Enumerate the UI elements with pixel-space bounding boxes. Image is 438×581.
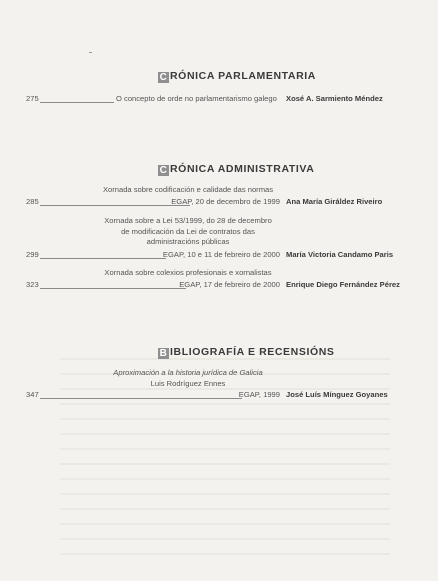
entry-note: EGAP, 10 e 11 de febreiro de 2000: [162, 250, 280, 259]
book-title: Aproximación a la historia jurídica de Galicia: [113, 368, 263, 377]
entry-note: EGAP, 20 de decembro de 1999: [171, 197, 280, 206]
entry-title-line: administracións públicas: [146, 237, 230, 246]
heading-text: RÓNICA PARLAMENTARIA: [170, 70, 316, 82]
entry-title-line: Xornada sobre a Lei 53/1999, do 28 de decembro: [104, 216, 272, 225]
heading-text: RÓNICA ADMINISTRATIVA: [170, 163, 315, 175]
entry-title-line: Xornada sobre codificación e calidade das normas: [102, 185, 274, 194]
entry-author: Ana María Giráldez Riveiro: [286, 197, 383, 206]
heading-initial-box: C: [159, 72, 168, 83]
toc-entry: [26, 185, 416, 209]
entry-title-line: de modificación da Lei de contratos das: [121, 226, 255, 236]
section-heading-bibliografia: [158, 346, 335, 359]
leader-rule: [40, 205, 190, 206]
entry-title-line: Xornada sobre colexios profesionais e xornalistas: [104, 268, 272, 277]
entry-note: EGAP, 17 de febreiro de 2000: [179, 280, 280, 289]
section-heading-cronica-administrativa: [158, 163, 314, 176]
toc-entry: [26, 216, 416, 262]
toc-entry: [26, 268, 416, 292]
entry-author: José Luís Mínguez Goyanes: [286, 390, 388, 399]
page-number: 299: [26, 250, 39, 259]
leader-rule: [40, 398, 242, 399]
entry-author: Xosé A. Sarmiento Méndez: [286, 94, 383, 103]
book-author: Luis Rodríguez Ennes: [150, 379, 226, 388]
entry-author: María Victoria Candamo Paris: [286, 250, 394, 259]
toc-entry: [26, 94, 416, 106]
page-number: 275: [26, 94, 39, 103]
heading-text: IBLIOGRAFÍA E RECENSIÓNS: [170, 346, 335, 358]
heading-initial-box: C: [159, 165, 168, 176]
section-heading-cronica-parlamentaria: [158, 70, 316, 83]
entry-note: EGAP, 1999: [238, 390, 280, 399]
toc-entry: [26, 368, 416, 402]
page-number: 347: [26, 390, 39, 399]
page-number: 323: [26, 280, 39, 289]
speck: [89, 52, 92, 53]
entry-title: O concepto de orde no parlamentarismo galego: [116, 94, 277, 103]
leader-rule: [40, 258, 166, 259]
entry-author: Enrique Diego Fernández Pérez: [286, 280, 400, 289]
heading-initial-box: B: [159, 348, 168, 359]
page-number: 285: [26, 197, 39, 206]
leader-rule: [40, 102, 114, 103]
leader-rule: [40, 288, 186, 289]
